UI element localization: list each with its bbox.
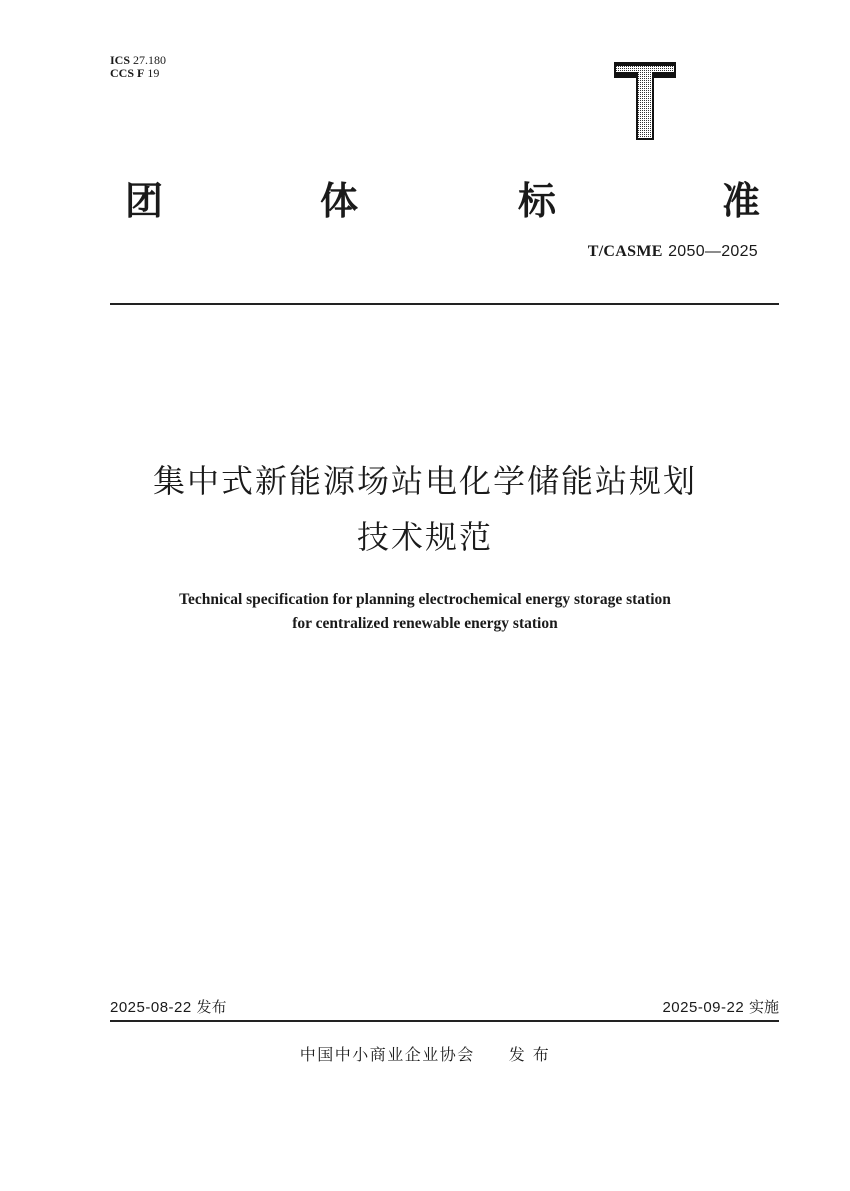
top-divider (110, 303, 779, 305)
implement-date-label: 实施 (748, 998, 779, 1016)
title-zh-line-1: 集中式新能源场站电化学储能站规划 (152, 462, 697, 500)
implement-date-value: 2025-09-22 (662, 999, 745, 1016)
standard-t-logo-icon (612, 60, 678, 142)
publisher-org: 中国中小商业企业协会 (299, 1045, 475, 1064)
standard-category-char-1: 团 (125, 179, 164, 223)
ccs-line (110, 67, 159, 80)
ccs-letter: F (137, 66, 145, 80)
publisher (0, 1044, 850, 1066)
standard-category-char-4: 准 (722, 179, 761, 223)
ccs-code: 19 (147, 66, 160, 80)
publisher-action: 发 布 (508, 1045, 551, 1064)
title-zh-line-2: 技术规范 (356, 518, 493, 556)
standard-category-char-2: 体 (320, 179, 359, 223)
ics-code: 27.180 (133, 53, 167, 67)
standard-number (588, 241, 758, 261)
ccs-label: CCS (110, 66, 135, 80)
title-en-line-2: for centralized renewable energy station (292, 615, 558, 632)
publish-date-value: 2025-08-22 (110, 999, 192, 1016)
standard-number-value: 2050—2025 (668, 243, 758, 260)
implement-date (662, 997, 779, 1018)
standard-category-char-3: 标 (518, 179, 557, 223)
title-en-line-1: Technical specification for planning electrochemical energy storage station (179, 591, 671, 608)
standard-number-prefix: T/CASME (587, 243, 663, 260)
publish-date-label: 发布 (196, 998, 227, 1016)
ics-label: ICS (110, 53, 131, 67)
publish-date (110, 997, 227, 1018)
bottom-divider (110, 1020, 779, 1022)
